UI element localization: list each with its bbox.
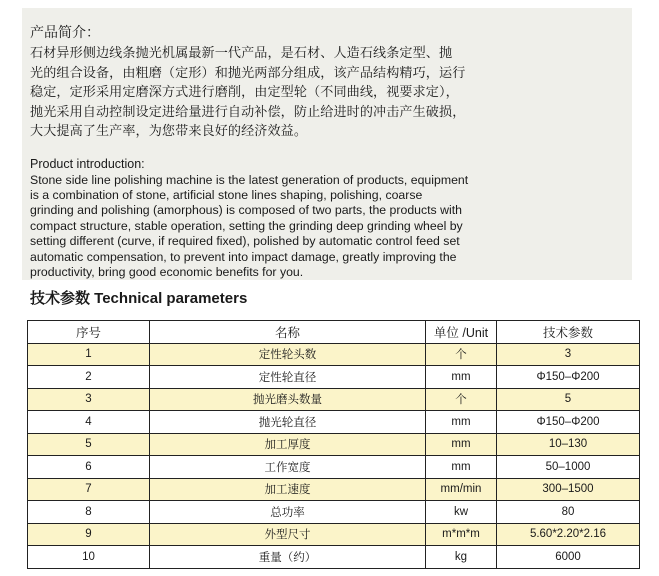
cell-spec: 5 [497, 388, 640, 411]
cell-unit: 个 [426, 343, 497, 366]
cell-unit: mm/min [426, 478, 497, 501]
intro-en-heading: Product introduction: [30, 156, 145, 171]
cell-unit: mm [426, 366, 497, 389]
cell-index: 5 [28, 433, 150, 456]
cell-unit: kw [426, 501, 497, 524]
intro-cn-line: 稳定，定形采用定磨深方式进行磨削，由定型轮（不同曲线，视要求定）， [30, 85, 459, 100]
table-row [28, 343, 640, 366]
intro-en-line: compact structure, stable operation, setting the grinding deep grinding wheel by [30, 218, 463, 233]
table-row [28, 546, 640, 569]
table-row [28, 411, 640, 434]
header-index: 序号 [28, 321, 150, 344]
table-header-row [28, 321, 640, 344]
header-unit: 单位 /Unit [426, 321, 497, 344]
cell-spec: 10–130 [497, 433, 640, 456]
table-row [28, 501, 640, 524]
intro-en-line: setting different (curve, if required fixed), polished by automatic control feed set [30, 234, 460, 249]
cell-unit: m*m*m [426, 523, 497, 546]
table-row [28, 388, 640, 411]
intro-en-line: productivity, bring good economic benefits for you. [30, 264, 304, 279]
cell-index: 2 [28, 366, 150, 389]
table-row [28, 456, 640, 479]
cell-unit: 个 [426, 388, 497, 411]
cell-index: 10 [28, 546, 150, 569]
table-row [28, 366, 640, 389]
cell-spec: 6000 [497, 546, 640, 569]
cell-spec: 3 [497, 343, 640, 366]
product-intro-scan [22, 8, 632, 280]
cell-name: 加工厚度 [150, 433, 426, 456]
intro-en-line: automatic compensation, to prevent into impact damage, greatly improving the [30, 249, 457, 264]
intro-en-line: is a combination of stone, artificial stone lines shaping, polishing, coarse [30, 187, 423, 202]
intro-cn-line: 大大提高了生产率，为您带来良好的经济效益。 [30, 124, 308, 139]
cell-index: 4 [28, 411, 150, 434]
cell-index: 3 [28, 388, 150, 411]
table-row [28, 523, 640, 546]
intro-cn-heading: 产品简介： [30, 25, 100, 41]
table-row [28, 433, 640, 456]
cell-index: 6 [28, 456, 150, 479]
cell-spec: 300–1500 [497, 478, 640, 501]
cell-name: 抛光磨头数量 [150, 388, 426, 411]
cell-name: 抛光轮直径 [150, 411, 426, 434]
technical-parameters-table [27, 320, 640, 569]
table-row [28, 478, 640, 501]
section-title-technical-parameters: 技术参数 Technical parameters [30, 290, 248, 307]
intro-en-line: grinding and polishing (amorphous) is composed of two parts, the products with [30, 203, 462, 218]
cell-spec: 80 [497, 501, 640, 524]
cell-unit: mm [426, 433, 497, 456]
header-spec: 技术参数 [497, 321, 640, 344]
cell-spec: Φ150–Φ200 [497, 411, 640, 434]
cell-unit: mm [426, 456, 497, 479]
cell-index: 1 [28, 343, 150, 366]
cell-unit: kg [426, 546, 497, 569]
cell-unit: mm [426, 411, 497, 434]
cell-name: 定性轮头数 [150, 343, 426, 366]
cell-name: 加工速度 [150, 478, 426, 501]
cell-spec: 50–1000 [497, 456, 640, 479]
cell-name: 重量（约） [150, 546, 426, 569]
header-name: 名称 [150, 321, 426, 344]
cell-name: 工作宽度 [150, 456, 426, 479]
cell-index: 7 [28, 478, 150, 501]
cell-spec: 5.60*2.20*2.16 [497, 523, 640, 546]
intro-cn-line: 光的组合设备，由粗磨（定形）和抛光两部分组成，该产品结构精巧，运行 [30, 65, 466, 81]
cell-name: 总功率 [150, 501, 426, 524]
cell-name: 定性轮直径 [150, 366, 426, 389]
intro-cn-line: 抛光采用自动控制设定进给量进行自动补偿，防止给进时的冲击产生破损， [30, 104, 466, 120]
cell-index: 9 [28, 523, 150, 546]
intro-en-line: Stone side line polishing machine is the latest generation of products, equipment [30, 172, 469, 187]
cell-name: 外型尺寸 [150, 523, 426, 546]
cell-index: 8 [28, 501, 150, 524]
cell-spec: Φ150–Φ200 [497, 366, 640, 389]
intro-cn-line: 石材异形侧边线条抛光机属最新一代产品，是石材、人造石线条定型、抛 [30, 46, 453, 61]
